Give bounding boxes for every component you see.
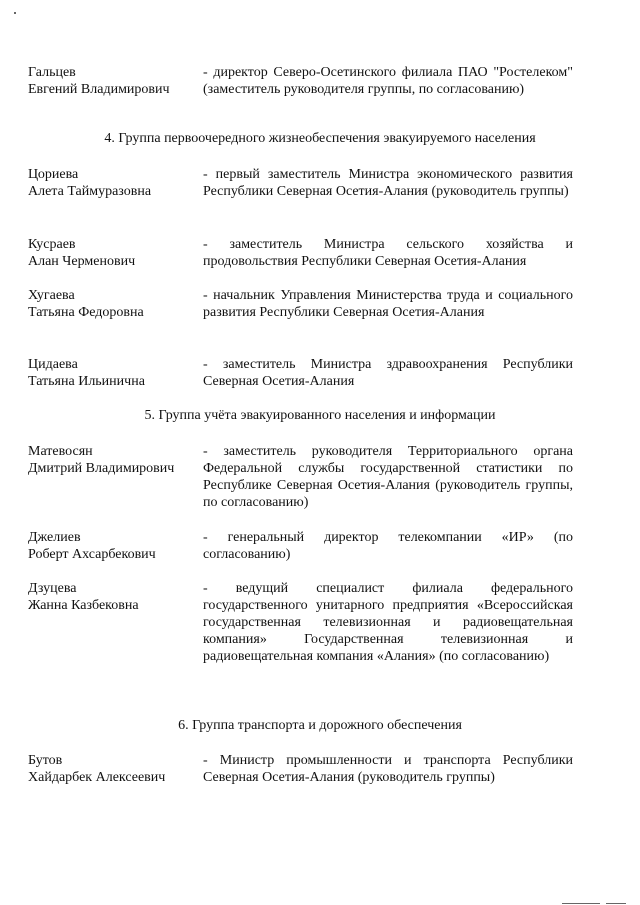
member-name: [28, 166, 198, 200]
member-name: [28, 64, 198, 98]
member-given-name: Жанна Казбековна: [28, 598, 139, 613]
member-name: [28, 287, 198, 321]
member-surname: Цориева: [28, 167, 79, 182]
member-given-name: Татьяна Ильинична: [28, 374, 145, 389]
member-role: - генеральный директор телекомпании «ИР» (по согласованию): [203, 530, 573, 562]
member-role: - ведущий специалист филиала федерального государственного унитарного предприятия «Всероссийская государственная телевизионная и радиовещательная компания» Государственная телевизионная и радиовещательная компания «Алания» (по согласованию): [203, 581, 573, 664]
member-name: [28, 236, 198, 270]
group-heading: 4. Группа первоочередного жизнеобеспечения эвакуируемого населения: [104, 131, 536, 146]
scan-mark: [606, 903, 626, 904]
scan-mark: [562, 903, 600, 904]
member-name: [28, 443, 198, 477]
member-name: [28, 752, 198, 786]
member-given-name: Дмитрий Владимирович: [28, 461, 175, 476]
member-name: [28, 356, 198, 390]
member-role: - директор Северо-Осетинского филиала ПАО "Ростелеком" (заместитель руководителя группы, по согласованию): [203, 65, 573, 97]
member-surname: Дзуцева: [28, 581, 77, 596]
member-given-name: Алета Таймуразовна: [28, 184, 152, 199]
member-role: - Министр промышленности и транспорта Республики Северная Осетия-Алания (руководитель группы): [203, 753, 573, 785]
member-surname: Матевосян: [28, 444, 93, 459]
member-role: - заместитель Министра сельского хозяйства и продовольствия Республики Северная Осетия-Алания: [203, 237, 573, 269]
member-surname: Хугаева: [28, 288, 75, 303]
scan-speck: [14, 12, 16, 14]
member-role: - заместитель руководителя Территориального органа Федеральной службы государственной статистики по Республике Северная Осетия-Алания (руководитель группы, по согласованию): [203, 444, 573, 510]
member-role: - начальник Управления Министерства труда и социального развития Республики Северная Осетия-Алания: [203, 288, 573, 320]
member-given-name: Хайдарбек Алексеевич: [28, 770, 166, 785]
member-given-name: Евгений Владимирович: [28, 82, 170, 97]
member-role: - заместитель Министра здравоохранения Республики Северная Осетия-Алания: [203, 357, 573, 389]
group-heading: 5. Группа учёта эвакуированного населения и информации: [144, 408, 496, 423]
member-role: - первый заместитель Министра экономического развития Республики Северная Осетия-Алания (руководитель группы): [203, 167, 573, 199]
member-surname: Джелиев: [28, 530, 81, 545]
member-given-name: Татьяна Федоровна: [28, 305, 144, 320]
member-surname: Бутов: [28, 753, 63, 768]
member-name: [28, 529, 198, 563]
member-name: [28, 580, 198, 614]
member-surname: Кусраев: [28, 237, 76, 252]
member-given-name: Роберт Ахсарбекович: [28, 547, 156, 562]
member-surname: Гальцев: [28, 65, 76, 80]
group-heading: 6. Группа транспорта и дорожного обеспечения: [178, 718, 462, 733]
member-surname: Цидаева: [28, 357, 78, 372]
member-given-name: Алан Черменович: [28, 254, 136, 269]
